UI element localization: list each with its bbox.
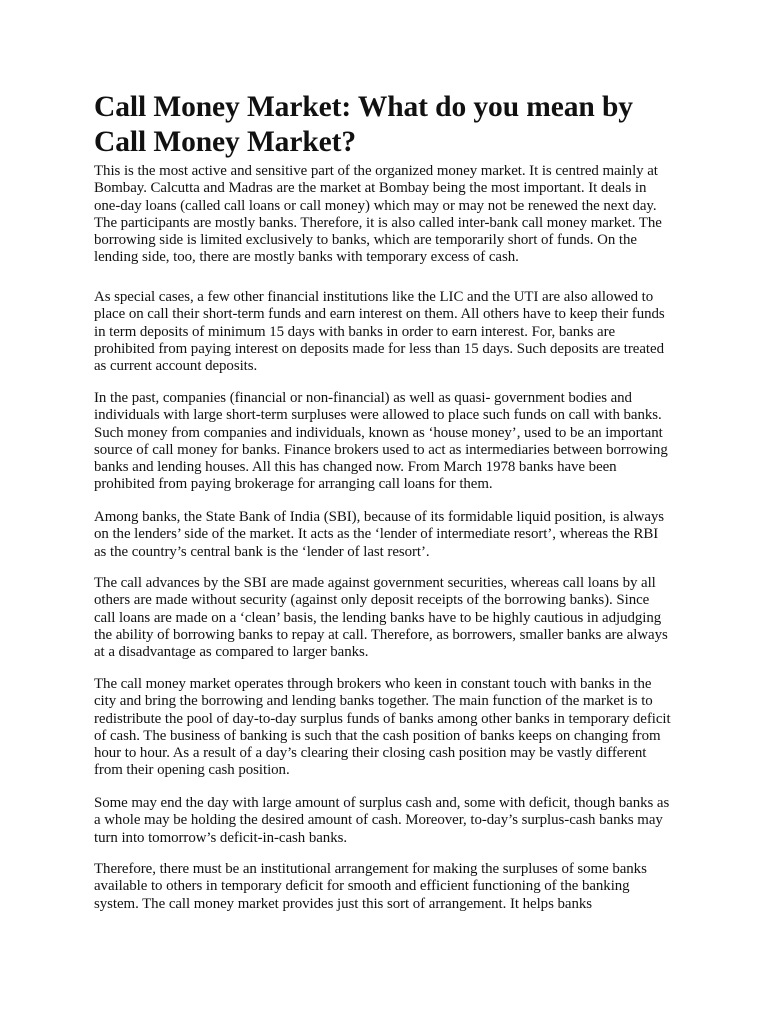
paragraph-5: The call advances by the SBI are made against government securities, whereas call loans by all others are made without security (against only deposit receipts of the borrowing banks). Since call loans are made on a ‘clean’ basis, the lending banks have to be highly cautious in adjudging the ability of borrowing banks to repay at call. Therefore, as borrowers, smaller banks are always at a disadvantage as compared to larger banks. (94, 575, 668, 661)
paragraph-1: This is the most active and sensitive part of the organized money market. It is centred mainly at Bombay. Calcutta and Madras are the market at Bombay being the most important. It deals in one-day loans (called call loans or call money) which may or may not be renewed the next day. The participants are mostly banks. Therefore, it is also called inter-bank call money market. The borrowing side is limited exclusively to banks, which are temporarily short of funds. On the lending side, too, there are mostly banks with temporary excess of cash. (94, 163, 662, 266)
paragraph-6: The call money market operates through brokers who keen in constant touch with banks in the city and bring the borrowing and lending banks together. The main function of the market is to redistribute the pool of day-to-day surplus funds of banks among other banks in temporary deficit of cash. The business of banking is such that the cash position of banks keeps on changing from hour to hour. As a result of a day’s clearing their closing cash position may be vastly different from their opening cash position. (94, 676, 671, 779)
paragraph-3: In the past, companies (financial or non-financial) as well as quasi- government bodies and individuals with large short-term surpluses were allowed to place such funds on call with banks. Such money from companies and individuals, known as ‘house money’, used to be an important source of call money for banks. Finance brokers used to act as intermediaries between borrowing banks and lending houses. All this has changed now. From March 1978 banks have been prohibited from paying brokerage for arranging call loans for them. (94, 390, 668, 493)
paragraph-8: Therefore, there must be an institutional arrangement for making the surpluses of some banks available to others in temporary deficit for smooth and efficient functioning of the banking system. The call money market provides just this sort of arrangement. It helps banks (94, 861, 647, 912)
page-title: Call Money Market: What do you mean by Call Money Market? (94, 91, 633, 158)
document-page (94, 84, 674, 912)
paragraph-2: As special cases, a few other financial institutions like the LIC and the UTI are also allowed to place on call their short-term funds and earn interest on them. All others have to keep their funds in term deposits of minimum 15 days with banks in order to earn interest. For, banks are prohibited from paying interest on deposits made for less than 15 days. Such deposits are treated as current account deposits. (94, 289, 665, 375)
paragraph-4: Among banks, the State Bank of India (SBI), because of its formidable liquid position, is always on the lenders’ side of the market. It acts as the ‘lender of intermediate resort’, whereas the RBI as the country’s central bank is the ‘lender of last resort’. (94, 509, 665, 560)
paragraph-7: Some may end the day with large amount of surplus cash and, some with deficit, though banks as a whole may be holding the desired amount of cash. Moreover, to-day’s surplus-cash banks may turn into tomorrow’s deficit-in-cash banks. (94, 795, 670, 846)
